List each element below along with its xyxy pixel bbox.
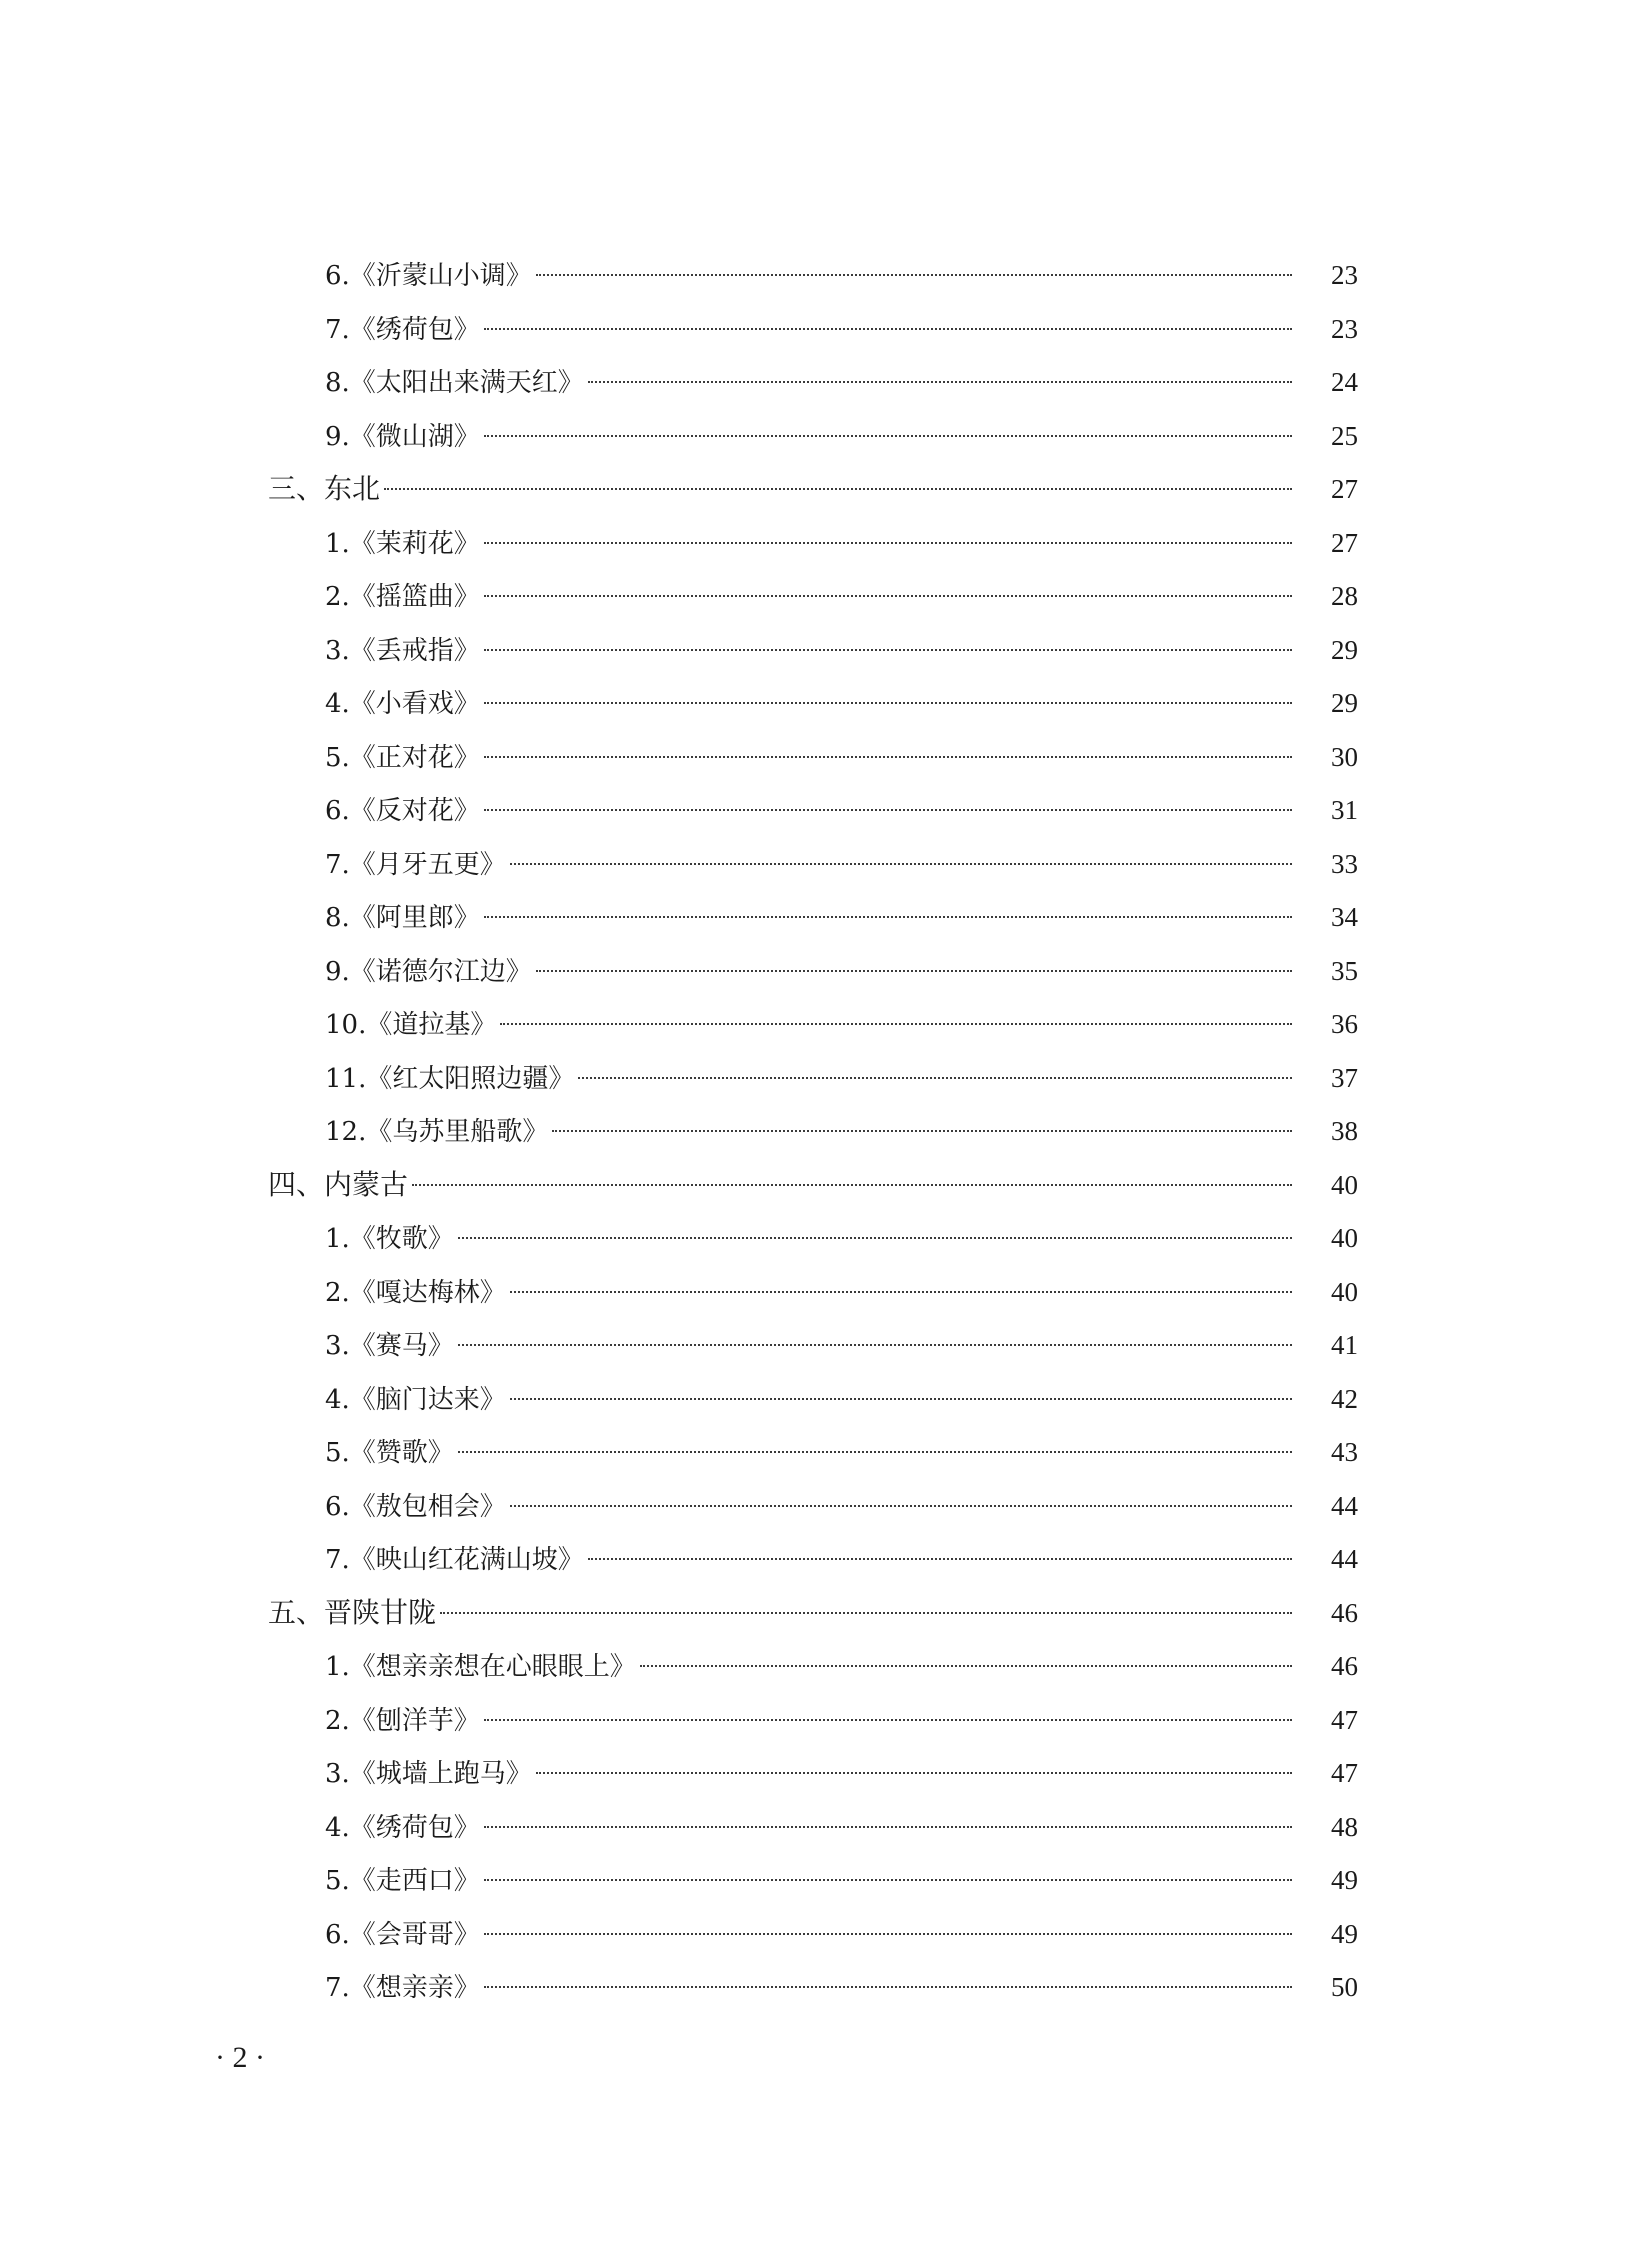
toc-item-title: 1.《牧歌》 — [325, 1224, 454, 1254]
toc-page-number: 28 — [1331, 581, 1358, 611]
toc-page-number: 50 — [1331, 1972, 1358, 2002]
toc-item-title: 9.《微山湖》 — [325, 422, 480, 452]
toc-page-number: 38 — [1331, 1116, 1358, 1146]
toc-page-number: 42 — [1331, 1384, 1358, 1414]
dot-leader — [536, 970, 1292, 972]
toc-item-row — [325, 1700, 1358, 1740]
dot-leader — [484, 916, 1292, 918]
toc-item-row — [325, 630, 1358, 670]
dot-leader — [484, 756, 1292, 758]
toc-page-number: 29 — [1331, 635, 1358, 665]
toc-page-number: 33 — [1331, 849, 1358, 879]
toc-item-row — [325, 683, 1358, 723]
toc-item-row — [325, 576, 1358, 616]
toc-page-number: 40 — [1331, 1277, 1358, 1307]
toc-item-row — [325, 1967, 1358, 2007]
dot-leader — [412, 1184, 1292, 1186]
toc-page-number: 47 — [1331, 1705, 1358, 1735]
toc-item-title: 11.《红太阳照边疆》 — [325, 1064, 575, 1094]
toc-item-row — [325, 1111, 1358, 1151]
dot-leader — [578, 1077, 1292, 1079]
toc-item-row — [325, 1646, 1358, 1686]
toc-item-row — [325, 844, 1358, 884]
toc-item-row — [325, 1753, 1358, 1793]
toc-item-row — [325, 1914, 1358, 1954]
toc-item-row — [325, 1807, 1358, 1847]
dot-leader — [484, 1719, 1292, 1721]
toc-page-number: 29 — [1331, 688, 1358, 718]
dot-leader — [484, 542, 1292, 544]
toc-item-row — [325, 951, 1358, 991]
dot-leader — [588, 1558, 1292, 1560]
toc-section-row — [268, 1593, 1358, 1633]
dot-leader — [458, 1451, 1292, 1453]
toc-item-row — [325, 1272, 1358, 1312]
dot-leader — [536, 1772, 1292, 1774]
toc-page-number: 43 — [1331, 1437, 1358, 1467]
toc-item-row — [325, 737, 1358, 777]
toc-item-row — [325, 1539, 1358, 1579]
toc-item-row — [325, 1218, 1358, 1258]
toc-item-title: 4.《绣荷包》 — [325, 1813, 480, 1843]
toc-item-row — [325, 1325, 1358, 1365]
dot-leader — [484, 809, 1292, 811]
toc-page-number: 34 — [1331, 902, 1358, 932]
toc-page-number: 48 — [1331, 1812, 1358, 1842]
toc-item-title: 3.《赛马》 — [325, 1331, 454, 1361]
dot-leader — [536, 274, 1292, 276]
dot-leader — [510, 863, 1292, 865]
dot-leader — [484, 1986, 1292, 1988]
toc-section-row — [268, 1165, 1358, 1205]
toc-item-title: 6.《沂蒙山小调》 — [325, 261, 532, 291]
toc-page-number: 31 — [1331, 795, 1358, 825]
toc-section-title: 四、内蒙古 — [268, 1168, 409, 1201]
dot-leader — [484, 1879, 1292, 1881]
toc-item-row — [325, 1058, 1358, 1098]
toc-page-number: 40 — [1331, 1223, 1358, 1253]
toc-page-number: 23 — [1331, 314, 1358, 344]
toc-item-title: 6.《敖包相会》 — [325, 1492, 506, 1522]
toc-page-number: 44 — [1331, 1491, 1358, 1521]
toc-item-title: 1.《茉莉花》 — [325, 529, 480, 559]
toc-item-title: 6.《会哥哥》 — [325, 1920, 480, 1950]
dot-leader — [458, 1344, 1292, 1346]
toc-item-title: 7.《想亲亲》 — [325, 1973, 480, 2003]
dot-leader — [510, 1291, 1292, 1293]
toc-item-title: 2.《刨洋芋》 — [325, 1706, 480, 1736]
toc-section-row — [268, 469, 1358, 509]
toc-item-row — [325, 1486, 1358, 1526]
page-number: · 2 · — [215, 2041, 265, 2074]
toc-page-number: 49 — [1331, 1865, 1358, 1895]
toc-page-number: 41 — [1331, 1330, 1358, 1360]
toc-item-row — [325, 1379, 1358, 1419]
dot-leader — [384, 488, 1292, 490]
toc-item-title: 7.《映山红花满山坡》 — [325, 1545, 584, 1575]
toc-item-title: 3.《城墙上跑马》 — [325, 1759, 532, 1789]
toc-item-row — [325, 309, 1358, 349]
toc-item-title: 12.《乌苏里船歌》 — [325, 1117, 549, 1147]
toc-item-title: 2.《嘎达梅林》 — [325, 1278, 506, 1308]
toc-page-number: 36 — [1331, 1009, 1358, 1039]
dot-leader — [510, 1505, 1292, 1507]
dot-leader — [484, 702, 1292, 704]
dot-leader — [640, 1665, 1292, 1667]
toc-item-title: 8.《太阳出来满天红》 — [325, 368, 584, 398]
toc-item-title: 8.《阿里郎》 — [325, 903, 480, 933]
toc-page-number: 44 — [1331, 1544, 1358, 1574]
toc-page-number: 46 — [1331, 1598, 1358, 1628]
toc-item-row — [325, 255, 1358, 295]
dot-leader — [588, 381, 1292, 383]
toc-page-number: 35 — [1331, 956, 1358, 986]
toc-item-row — [325, 1004, 1358, 1044]
toc-item-row — [325, 1432, 1358, 1472]
toc-item-row — [325, 362, 1358, 402]
dot-leader — [440, 1612, 1292, 1614]
toc-page-number: 27 — [1331, 528, 1358, 558]
toc-item-title: 4.《脑门达来》 — [325, 1385, 506, 1415]
toc-page-number: 27 — [1331, 474, 1358, 504]
dot-leader — [484, 595, 1292, 597]
toc-page-number: 37 — [1331, 1063, 1358, 1093]
dot-leader — [484, 435, 1292, 437]
toc-item-row — [325, 790, 1358, 830]
toc-page-number: 30 — [1331, 742, 1358, 772]
toc-page-number: 40 — [1331, 1170, 1358, 1200]
dot-leader — [552, 1130, 1292, 1132]
dot-leader — [484, 1933, 1292, 1935]
toc-item-title: 10.《道拉基》 — [325, 1010, 497, 1040]
toc-item-title: 1.《想亲亲想在心眼眼上》 — [325, 1652, 636, 1682]
toc-item-title: 4.《小看戏》 — [325, 689, 480, 719]
toc-item-title: 2.《摇篮曲》 — [325, 582, 480, 612]
toc-page-number: 25 — [1331, 421, 1358, 451]
toc-item-row — [325, 416, 1358, 456]
dot-leader — [484, 328, 1292, 330]
toc-item-title: 5.《赞歌》 — [325, 1438, 454, 1468]
toc-item-row — [325, 523, 1358, 563]
toc-section-title: 三、东北 — [268, 472, 381, 505]
toc-item-title: 3.《丢戒指》 — [325, 636, 480, 666]
toc-item-title: 5.《正对花》 — [325, 743, 480, 773]
dot-leader — [510, 1398, 1292, 1400]
toc-page-number: 24 — [1331, 367, 1358, 397]
toc-item-row — [325, 1860, 1358, 1900]
toc-item-title: 6.《反对花》 — [325, 796, 480, 826]
dot-leader — [484, 649, 1292, 651]
toc-item-title: 5.《走西口》 — [325, 1866, 480, 1896]
dot-leader — [484, 1826, 1292, 1828]
toc-page-number: 46 — [1331, 1651, 1358, 1681]
dot-leader — [500, 1023, 1292, 1025]
toc-item-title: 9.《诺德尔江边》 — [325, 957, 532, 987]
toc-item-title: 7.《月牙五更》 — [325, 850, 506, 880]
toc-page-number: 47 — [1331, 1758, 1358, 1788]
toc-page-number: 49 — [1331, 1919, 1358, 1949]
toc-section-title: 五、晋陕甘陇 — [268, 1596, 437, 1629]
dot-leader — [458, 1237, 1292, 1239]
toc-item-row — [325, 897, 1358, 937]
toc-item-title: 7.《绣荷包》 — [325, 315, 480, 345]
toc-page-number: 23 — [1331, 260, 1358, 290]
